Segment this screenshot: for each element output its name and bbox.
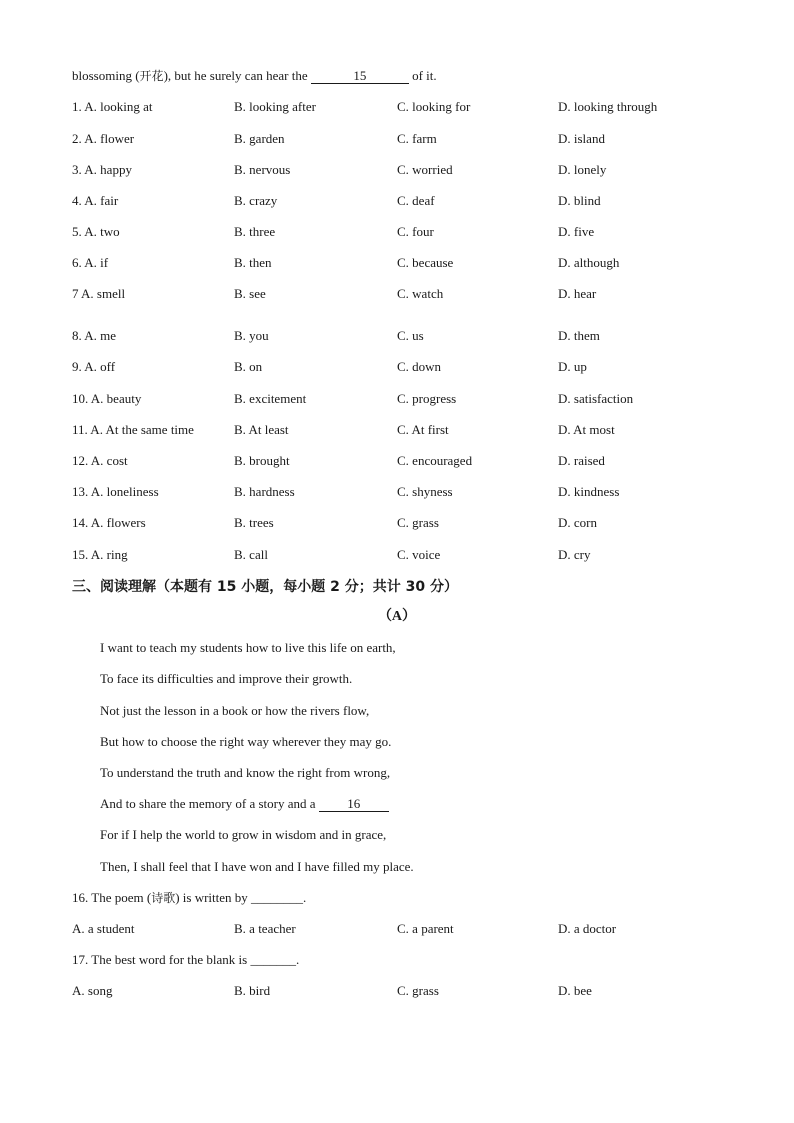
option-a: 12. A. cost	[72, 453, 128, 468]
option-c: C. grass	[397, 983, 439, 998]
option-c: C. voice	[397, 547, 441, 562]
option-a: 9. A. off	[72, 359, 116, 374]
option-a: 8. A. me	[72, 328, 117, 343]
option-b: B. bird	[234, 983, 271, 998]
question-16-stem	[72, 890, 306, 906]
option-a: A. a student	[72, 921, 135, 936]
intro-text-middle: ), but he surely can hear the	[163, 68, 311, 83]
option-d: D. up	[558, 359, 587, 374]
poem-line: To understand the truth and know the right from wrong,	[100, 765, 391, 780]
option-a: 10. A. beauty	[72, 391, 142, 406]
poem-line: I want to teach my students how to live this life on earth,	[100, 640, 396, 655]
option-d: D. At most	[558, 422, 615, 437]
poem-line: Then, I shall feel that I have won and I have filled my place.	[100, 859, 414, 874]
passage-label: （A）	[377, 609, 417, 624]
option-a: 14. A. flowers	[72, 515, 146, 530]
option-d: D. blind	[558, 193, 601, 208]
poem-line: For if I help the world to grow in wisdom and in grace,	[100, 827, 387, 842]
option-d: D. corn	[558, 515, 597, 530]
option-d: D. cry	[558, 547, 591, 562]
section-title: 三、阅读理解（本题有 15 小题，每小题 2 分；共计 30 分）	[72, 579, 458, 595]
option-c: C. us	[397, 328, 424, 343]
option-b: B. garden	[234, 131, 285, 146]
blank-15: 15	[311, 69, 409, 84]
poem-line: But how to choose the right way wherever they may go.	[100, 734, 392, 749]
option-b: B. excitement	[234, 391, 307, 406]
intro-sentence	[72, 68, 437, 84]
option-b: B. crazy	[234, 193, 278, 208]
option-d: D. although	[558, 255, 620, 270]
poem-line: Not just the lesson in a book or how the rivers flow,	[100, 703, 370, 718]
option-a: 4. A. fair	[72, 193, 119, 208]
option-b: B. hardness	[234, 484, 295, 499]
option-c: C. encouraged	[397, 453, 473, 468]
cloze-question-row	[72, 484, 732, 500]
option-b: B. At least	[234, 422, 289, 437]
cloze-question-row	[72, 99, 732, 115]
option-b: B. on	[234, 359, 263, 374]
question-17-options	[72, 983, 732, 999]
option-d: D. a doctor	[558, 921, 617, 936]
option-a: 2. A. flower	[72, 131, 135, 146]
intro-text-before: blossoming (	[72, 68, 140, 83]
option-a: 7 A. smell	[72, 286, 126, 301]
option-a: 15. A. ring	[72, 547, 128, 562]
cloze-question-row	[72, 224, 732, 240]
intro-text-after: of it.	[408, 68, 437, 83]
option-d: D. them	[558, 328, 600, 343]
option-a: 5. A. two	[72, 224, 120, 239]
option-c: C. At first	[397, 422, 449, 437]
option-a: 6. A. if	[72, 255, 109, 270]
question-16-options	[72, 921, 732, 937]
option-b: B. then	[234, 255, 272, 270]
option-d: D. satisfaction	[558, 391, 634, 406]
option-d: D. island	[558, 131, 605, 146]
option-d: D. raised	[558, 453, 605, 468]
option-c: C. farm	[397, 131, 437, 146]
intro-cjk-gloss: 开花	[139, 69, 164, 83]
cloze-question-row	[72, 547, 732, 563]
option-c: C. down	[397, 359, 442, 374]
q16-cjk-gloss: 诗歌	[151, 891, 176, 905]
option-b: B. nervous	[234, 162, 291, 177]
option-d: D. hear	[558, 286, 597, 301]
option-a: 11. A. At the same time	[72, 422, 194, 437]
q16-text-before: 16. The poem (	[72, 890, 152, 905]
option-b: B. brought	[234, 453, 290, 468]
option-c: C. progress	[397, 391, 457, 406]
cloze-question-row	[72, 131, 732, 147]
question-17-stem: 17. The best word for the blank is _______.	[72, 952, 300, 967]
option-c: C. because	[397, 255, 454, 270]
poem-line-text: And to share the memory of a story and a	[100, 796, 319, 811]
option-c: C. shyness	[397, 484, 453, 499]
poem-line-with-blank	[100, 796, 389, 812]
blank-16: 16	[319, 797, 389, 812]
option-c: C. looking for	[397, 99, 471, 114]
option-a: 3. A. happy	[72, 162, 132, 177]
q16-text-after: ) is written by ________.	[175, 890, 307, 905]
cloze-question-row	[72, 193, 732, 209]
option-d: D. five	[558, 224, 595, 239]
option-b: B. looking after	[234, 99, 316, 114]
option-b: B. see	[234, 286, 266, 301]
option-a: 13. A. loneliness	[72, 484, 159, 499]
option-d: D. bee	[558, 983, 592, 998]
option-c: C. grass	[397, 515, 439, 530]
cloze-question-row	[72, 255, 732, 271]
cloze-question-row	[72, 515, 732, 531]
option-d: D. lonely	[558, 162, 607, 177]
option-b: B. you	[234, 328, 269, 343]
poem-line: To face its difficulties and improve their growth.	[100, 671, 353, 686]
cloze-question-row	[72, 328, 732, 344]
cloze-question-row	[72, 162, 732, 178]
option-d: D. looking through	[558, 99, 658, 114]
option-b: B. call	[234, 547, 268, 562]
option-c: C. watch	[397, 286, 444, 301]
option-b: B. trees	[234, 515, 274, 530]
cloze-question-row	[72, 286, 732, 302]
option-c: C. worried	[397, 162, 453, 177]
option-d: D. kindness	[558, 484, 620, 499]
option-a: A. song	[72, 983, 113, 998]
option-a: 1. A. looking at	[72, 99, 153, 114]
option-b: B. a teacher	[234, 921, 296, 936]
option-c: C. four	[397, 224, 434, 239]
cloze-question-row	[72, 453, 732, 469]
cloze-question-row	[72, 391, 732, 407]
option-b: B. three	[234, 224, 276, 239]
cloze-question-row	[72, 359, 732, 375]
cloze-question-row	[72, 422, 732, 438]
option-c: C. deaf	[397, 193, 435, 208]
option-c: C. a parent	[397, 921, 454, 936]
